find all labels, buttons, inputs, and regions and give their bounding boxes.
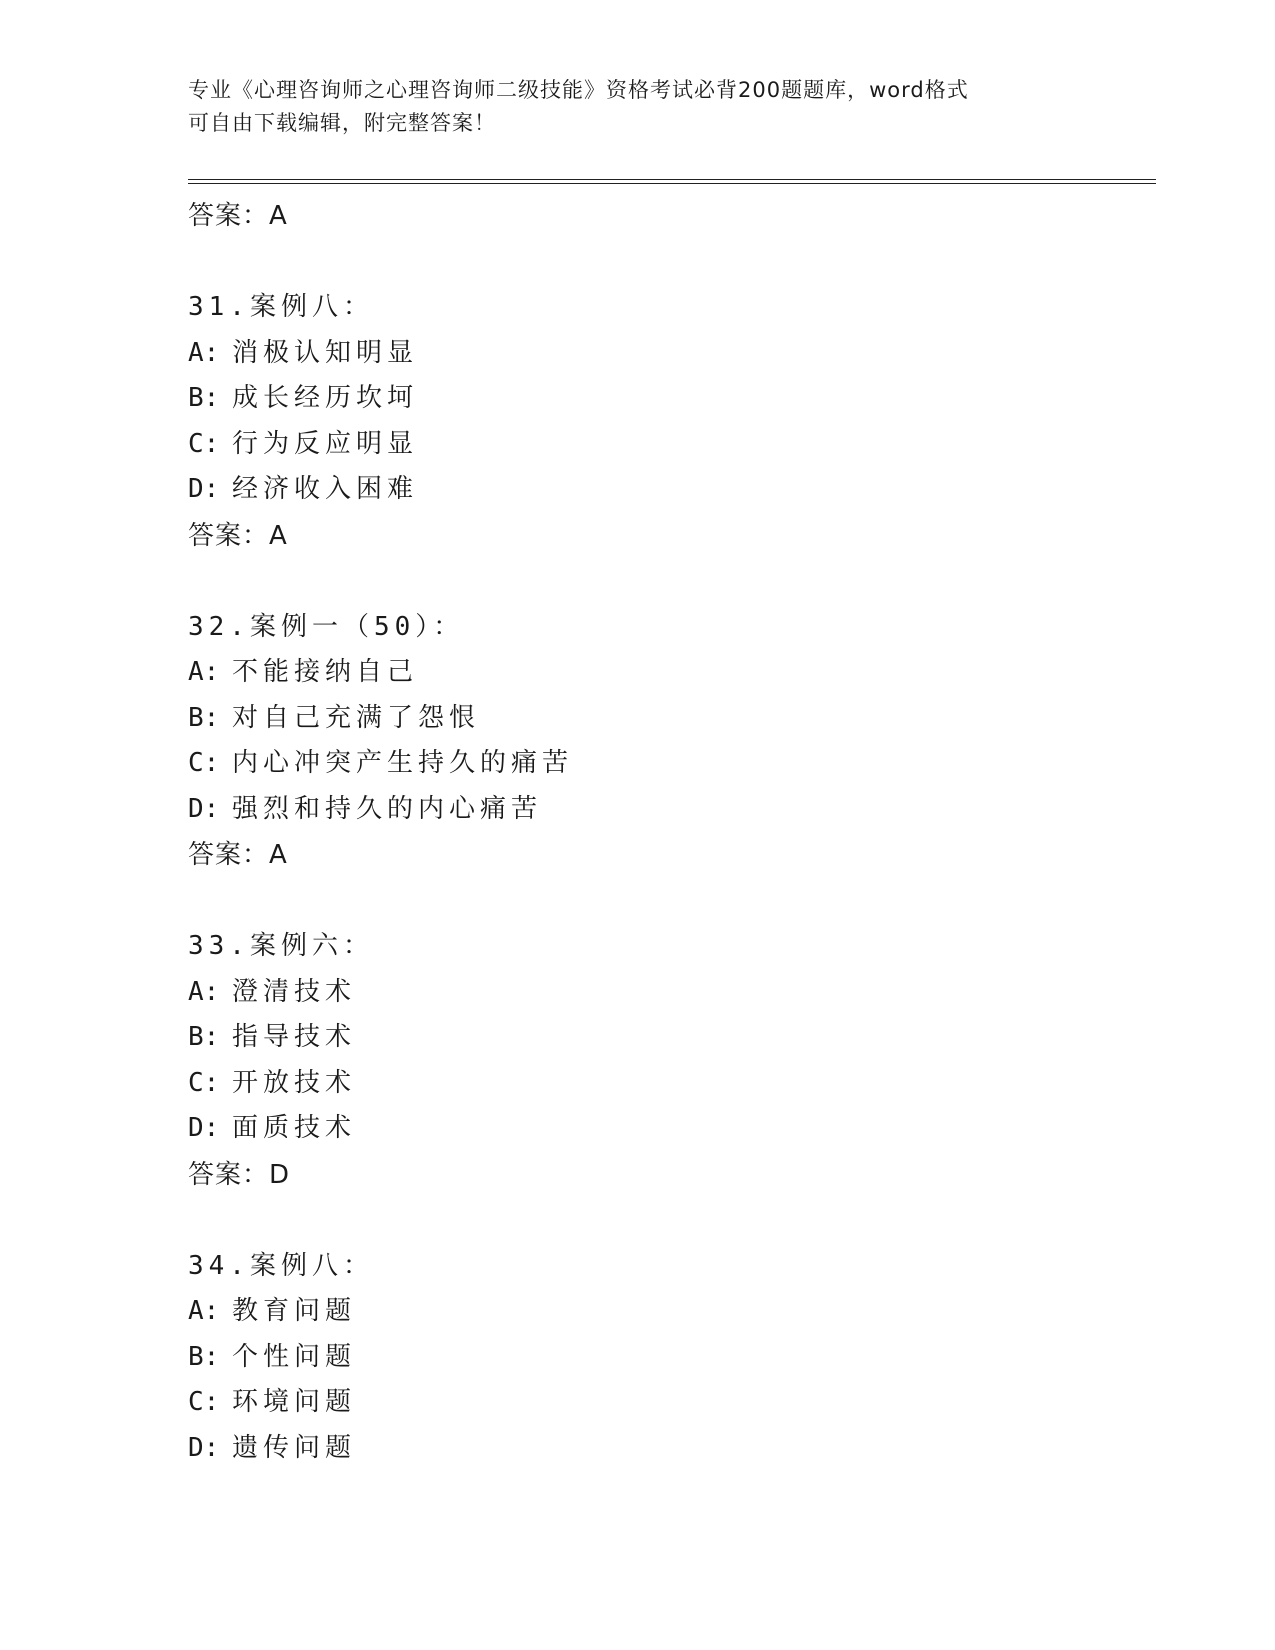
- option-a: [188, 970, 1148, 1016]
- option-letter: D:: [188, 1113, 220, 1143]
- option-c: [188, 422, 1148, 468]
- option-d: [188, 1426, 1148, 1472]
- option-letter: D:: [188, 1432, 220, 1463]
- spacer: [188, 559, 1148, 605]
- option-c: [188, 1061, 1148, 1107]
- option-letter: D:: [188, 474, 220, 504]
- spacer: [188, 239, 1148, 285]
- header-line-1: 专业《心理咨询师之心理咨询师二级技能》资格考试必背200题题库，word格式: [188, 78, 969, 102]
- option-letter: A:: [188, 337, 220, 368]
- option-b: [188, 1015, 1148, 1061]
- option-text: 教育问题: [232, 1296, 357, 1326]
- spacer: [188, 878, 1148, 924]
- option-d: [188, 467, 1148, 513]
- option-text: 消极认知明显: [232, 337, 419, 368]
- option-letter: C:: [188, 1387, 220, 1417]
- option-text: 澄清技术: [232, 976, 357, 1007]
- option-letter: C:: [188, 428, 220, 459]
- option-a: [188, 331, 1148, 377]
- option-text: 遗传问题: [232, 1432, 357, 1463]
- option-letter: A:: [188, 657, 220, 687]
- question-list: [188, 193, 1148, 1471]
- option-letter: D:: [188, 793, 220, 824]
- question-title: 34.案例八：: [188, 1250, 374, 1281]
- option-d: [188, 1106, 1148, 1152]
- header-divider-bottom: [188, 183, 1156, 184]
- answer-line: 答案：D: [188, 1159, 291, 1190]
- option-c: [188, 741, 1148, 787]
- question-title: 32.案例一（50）：: [188, 611, 465, 642]
- answer-line: 答案：A: [188, 520, 288, 551]
- option-text: 行为反应明显: [232, 428, 419, 459]
- option-letter: B:: [188, 1341, 220, 1372]
- option-text: 经济收入困难: [232, 474, 419, 504]
- option-letter: A:: [188, 976, 220, 1007]
- document-header: [188, 74, 1088, 140]
- option-text: 成长经历坎坷: [232, 383, 419, 413]
- option-text: 指导技术: [232, 1022, 357, 1052]
- option-c: [188, 1380, 1148, 1426]
- option-b: [188, 376, 1148, 422]
- question-block: [188, 1244, 1148, 1472]
- option-a: [188, 650, 1148, 696]
- header-divider-top: [188, 179, 1156, 180]
- question-block: [188, 285, 1148, 559]
- option-text: 对自己充满了怨恨: [232, 702, 481, 733]
- option-letter: B:: [188, 1022, 220, 1052]
- option-text: 环境问题: [232, 1387, 357, 1417]
- question-block: [188, 924, 1148, 1198]
- question-title: 33.案例六：: [188, 931, 374, 961]
- option-d: [188, 787, 1148, 833]
- answer-line: 答案：A: [188, 201, 288, 231]
- question-block: [188, 605, 1148, 879]
- option-b: [188, 1335, 1148, 1381]
- option-text: 面质技术: [232, 1113, 357, 1143]
- option-text: 开放技术: [232, 1067, 357, 1098]
- option-letter: B:: [188, 702, 220, 733]
- spacer: [188, 1198, 1148, 1244]
- option-letter: A:: [188, 1296, 220, 1326]
- answer-line: 答案：A: [188, 840, 288, 870]
- question-title: 31.案例八：: [188, 292, 374, 322]
- option-letter: C:: [188, 1067, 220, 1098]
- option-letter: B:: [188, 383, 220, 413]
- option-text: 强烈和持久的内心痛苦: [232, 793, 543, 824]
- header-line-2: 可自由下载编辑，附完整答案！: [188, 111, 496, 135]
- option-text: 内心冲突产生持久的痛苦: [232, 748, 574, 778]
- option-b: [188, 696, 1148, 742]
- option-letter: C:: [188, 748, 220, 778]
- option-text: 个性问题: [232, 1341, 357, 1372]
- option-text: 不能接纳自己: [232, 657, 419, 687]
- option-a: [188, 1289, 1148, 1335]
